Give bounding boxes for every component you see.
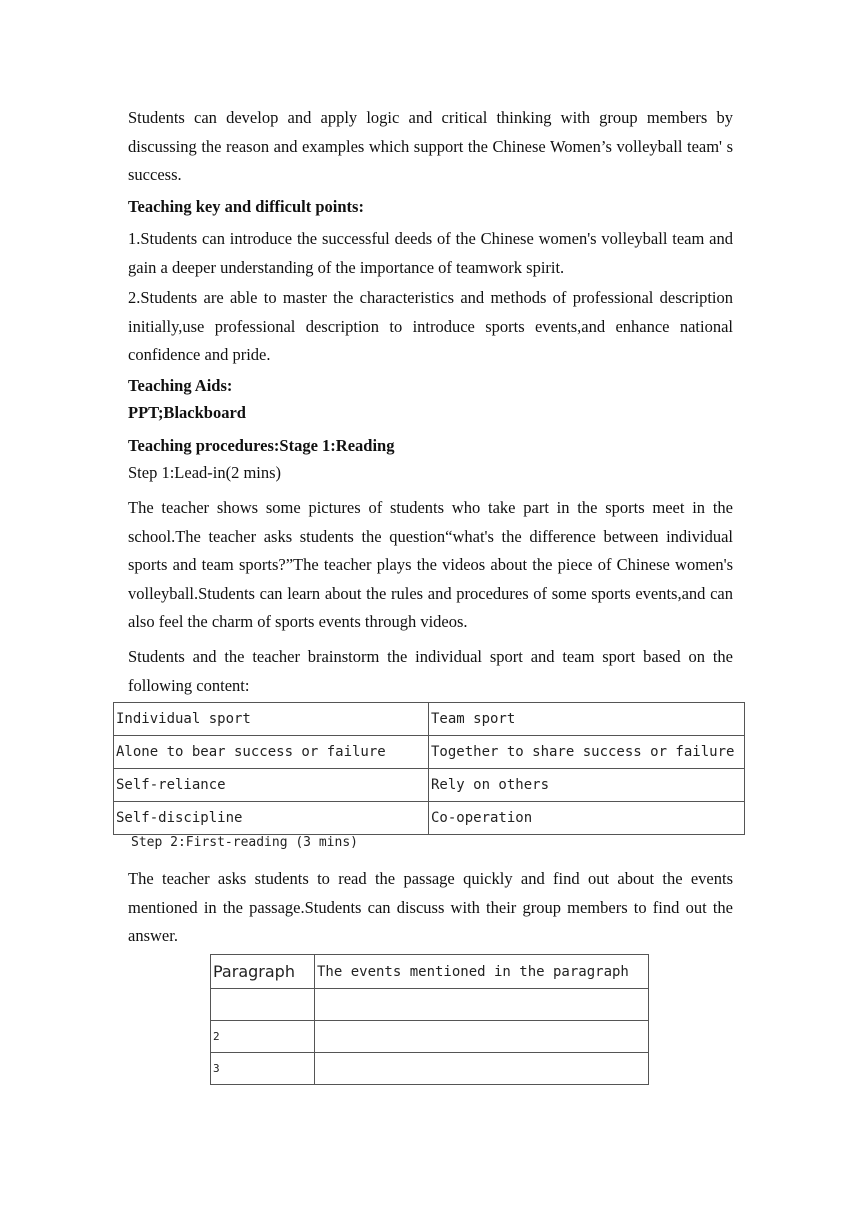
step-2-heading: Step 2:First-reading (3 mins) [131,835,358,850]
first-reading-paragraph: The teacher asks students to read the passage quickly and find out about the events mentioned in the passage.Students can discuss with their group members to find out the answer. [128,869,733,945]
table-cell: Self-discipline [114,802,429,835]
brainstorm-paragraph: Students and the teacher brainstorm the individual sport and team sport based on the following content: [128,647,733,695]
table-cell: 2 [211,1021,315,1053]
table-cell [315,1053,649,1085]
table-row [211,989,649,1021]
table-row [114,736,745,769]
step-1-heading: Step 1:Lead-in(2 mins) [128,463,282,482]
sports-comparison-table [113,702,745,835]
table-cell: Co-operation [429,802,745,835]
table-row [114,802,745,835]
key-points-heading: Teaching key and difficult points: [128,197,364,216]
key-point-1: 1.Students can introduce the successful deeds of the Chinese women's volleyball team and gain a deeper understanding of the importance of teamwork spirit. [128,229,733,277]
teaching-aids-value: PPT;Blackboard [128,403,246,422]
table-cell [211,989,315,1021]
table-cell [315,989,649,1021]
table-cell: 3 [211,1053,315,1085]
table-row [211,1021,649,1053]
intro-paragraph: Students can develop and apply logic and critical thinking with group members by discussing the reason and examples which support the Chinese Women’s volleyball team' s success. [128,108,733,184]
table-cell: Together to share success or failure [429,736,745,769]
table-cell: Alone to bear success or failure [114,736,429,769]
table-cell: Self-reliance [114,769,429,802]
table-header-cell: Paragraph [211,955,315,989]
table-row [211,1053,649,1085]
teaching-aids-heading: Teaching Aids: [128,376,233,395]
table-row [114,703,745,736]
table-cell: Team sport [429,703,745,736]
table-cell: Individual sport [114,703,429,736]
table-header-row [211,955,649,989]
table-row [114,769,745,802]
lead-in-paragraph: The teacher shows some pictures of students who take part in the sports meet in the school.The teacher asks students the question“what's the difference between individual sports and team sports?”The teacher plays the videos about the piece of Chinese women's volleyball.Students can learn about the rules and procedures of some sports events,and can also feel the charm of sports events through videos. [128,498,733,631]
table-cell: Rely on others [429,769,745,802]
table-cell [315,1021,649,1053]
key-point-2: 2.Students are able to master the characteristics and methods of professional description initially,use professional description to introduce sports events,and enhance national confidence and pride. [128,288,733,364]
table-header-cell: The events mentioned in the paragraph [315,955,649,989]
procedures-heading: Teaching procedures:Stage 1:Reading [128,436,395,455]
events-table [210,954,649,1085]
